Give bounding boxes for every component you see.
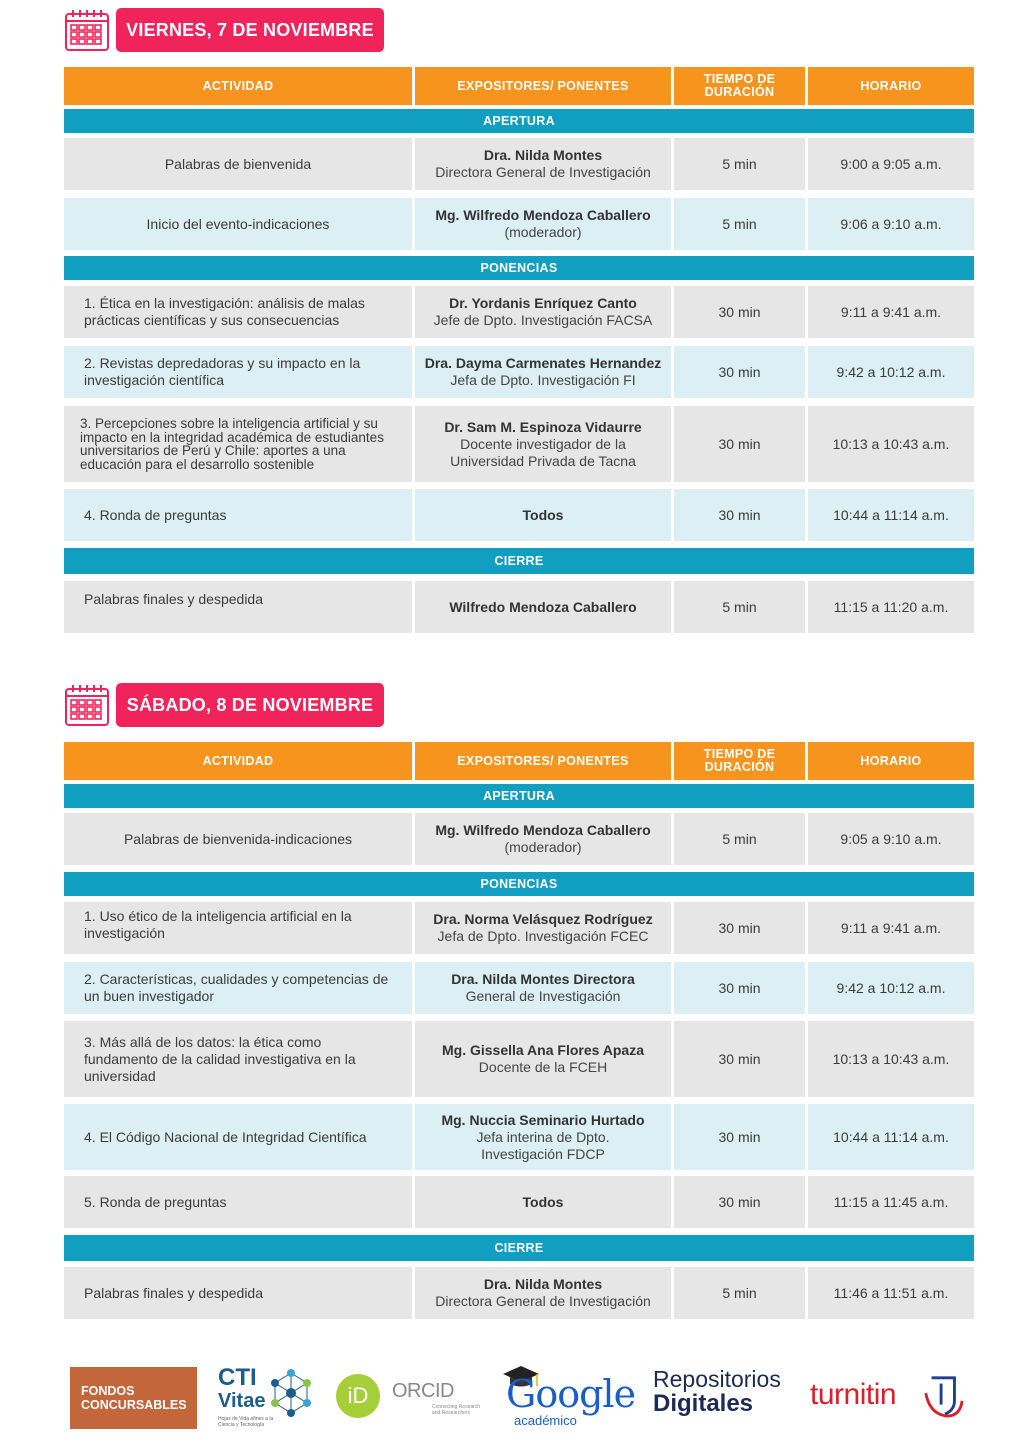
speaker-name: Dra. Norma Velásquez Rodríguez [433, 911, 653, 927]
academico-text: académico [514, 1413, 577, 1428]
speaker: Todos [415, 489, 671, 541]
speaker-role-2: Universidad Privada de Tacna [450, 452, 636, 469]
speaker-role: (moderador) [504, 224, 582, 240]
speaker-role-2: Investigación FDCP [481, 1145, 605, 1162]
logo-cti-vitae [217, 1364, 313, 1432]
speaker [415, 198, 671, 250]
speaker-name: Mg. Nuccia Seminario Hurtado [441, 1111, 645, 1128]
speaker-role: Docente de la FCEH [478, 1059, 608, 1075]
activity: Palabras finales y despedida [64, 1267, 412, 1319]
schedule: 9:11 a 9:41 a.m. [808, 902, 974, 954]
speaker [415, 962, 671, 1014]
speaker-name: Dr. Sam M. Espinoza Vidaurre [444, 418, 642, 435]
table-row [64, 489, 974, 541]
schedule: 9:05 a 9:10 a.m. [808, 813, 974, 865]
table-row [64, 962, 974, 1014]
speaker-role: Jefa interina de Dpto. [476, 1128, 610, 1145]
speaker: Wilfredo Mendoza Caballero [415, 581, 671, 633]
section-cierre: CIERRE [64, 548, 974, 574]
duration: 30 min [674, 1176, 805, 1228]
schedule: 10:44 a 11:14 a.m. [808, 1104, 974, 1170]
speaker-name: Dr. Yordanis Enríquez Canto [449, 295, 637, 311]
speaker-name: Dra. Nilda Montes Directora [451, 971, 635, 987]
table-row [64, 138, 974, 190]
day-title: VIERNES, 7 DE NOVIEMBRE [116, 8, 384, 52]
day-title: SÁBADO, 8 DE NOVIEMBRE [116, 683, 384, 727]
calendar-icon [64, 8, 110, 52]
speaker [415, 286, 671, 338]
speaker-name: Mg. Wilfredo Mendoza Caballero [435, 822, 651, 838]
speaker [415, 1104, 671, 1170]
col-expositores: EXPOSITORES/ PONENTES [415, 67, 671, 105]
repositorios-text: Repositorios [653, 1366, 781, 1392]
activity: 5. Ronda de preguntas [64, 1176, 412, 1228]
activity: 2. Revistas depredadoras y su impacto en la investigación científica [64, 346, 412, 398]
activity: Inicio del evento-indicaciones [64, 198, 412, 250]
col-actividad: ACTIVIDAD [64, 742, 412, 780]
section-apertura: APERTURA [64, 784, 974, 808]
col-expositores: EXPOSITORES/ PONENTES [415, 742, 671, 780]
activity: 2. Características, cualidades y competencias de un buen investigador [64, 962, 412, 1014]
col-tiempo-l1: TIEMPO DE [703, 747, 776, 761]
speaker [415, 406, 671, 482]
speaker [415, 813, 671, 865]
table-row [64, 286, 974, 338]
col-tiempo [674, 742, 805, 780]
speaker [415, 1267, 671, 1319]
col-horario: HORARIO [808, 742, 974, 780]
duration: 30 min [674, 962, 805, 1014]
network-icon [271, 1368, 311, 1420]
duration: 5 min [674, 813, 805, 865]
speaker-name: Dra. Dayma Carmenates Hernandez [424, 355, 662, 371]
orcid-text: ORCID [392, 1380, 454, 1402]
duration: 5 min [674, 138, 805, 190]
activity: 4. Ronda de preguntas [64, 489, 412, 541]
duration: 30 min [674, 1021, 805, 1097]
logo-turnitin [810, 1372, 966, 1428]
cti-text: CTI [218, 1364, 257, 1391]
turnitin-mark-icon [922, 1372, 964, 1420]
table-row [64, 1176, 974, 1228]
calendar-icon [64, 683, 110, 727]
speaker [415, 346, 671, 398]
section-ponencias: PONENCIAS [64, 872, 974, 896]
schedule: 11:15 a 11:45 a.m. [808, 1176, 974, 1228]
turnitin-text: turnitin [810, 1378, 897, 1411]
activity: Palabras de bienvenida [64, 138, 412, 190]
table-row [64, 581, 974, 633]
speaker-role: Directora General de Investigación [435, 1293, 651, 1309]
speaker [415, 138, 671, 190]
activity: 3. Más allá de los datos: la ética como fundamento de la calidad investigativa en la universidad [64, 1021, 412, 1097]
speaker-role: Docente investigador de la [460, 435, 626, 452]
speaker-name: Dra. Nilda Montes [483, 147, 603, 163]
speaker-role: Jefa de Dpto. Investigación FCEC [437, 928, 649, 944]
col-horario: HORARIO [808, 67, 974, 105]
duration: 30 min [674, 286, 805, 338]
duration: 30 min [674, 489, 805, 541]
schedule: 9:42 a 10:12 a.m. [808, 962, 974, 1014]
google-text: Google [506, 1372, 636, 1416]
activity: Palabras de bienvenida-indicaciones [64, 813, 412, 865]
schedule: 10:44 a 11:14 a.m. [808, 489, 974, 541]
speaker [415, 1021, 671, 1097]
col-tiempo-l1: TIEMPO DE [703, 72, 776, 86]
table-header [64, 67, 974, 105]
col-actividad: ACTIVIDAD [64, 67, 412, 105]
speaker-role: General de Investigación [465, 988, 621, 1004]
activity: 1. Uso ético de la inteligencia artificial en la investigación [64, 902, 412, 954]
schedule: 9:00 a 9:05 a.m. [808, 138, 974, 190]
section-apertura: APERTURA [64, 109, 974, 133]
section-cierre: CIERRE [64, 1235, 974, 1261]
speaker [415, 902, 671, 954]
speaker-role: Jefa de Dpto. Investigación FI [450, 372, 636, 388]
logo-orcid [336, 1370, 486, 1426]
schedule: 9:06 a 9:10 a.m. [808, 198, 974, 250]
speaker-name: Dra. Nilda Montes [483, 1276, 603, 1292]
speaker-name: Mg. Gissella Ana Flores Apaza [441, 1042, 645, 1058]
orcid-tagline: Connecting Research and Researchers [432, 1404, 481, 1416]
activity: 3. Percepciones sobre la inteligencia artificial y su impacto en la integridad académica de estudiantes universitarios de Perú y Chile: aportes a una educación para el desarrollo sostenible [64, 406, 412, 482]
table-row [64, 1021, 974, 1097]
vitae-text: Vitae [218, 1390, 266, 1412]
duration: 5 min [674, 581, 805, 633]
table-row [64, 346, 974, 398]
section-ponencias: PONENCIAS [64, 256, 974, 280]
table-row [64, 813, 974, 865]
duration: 30 min [674, 902, 805, 954]
schedule: 10:13 a 10:43 a.m. [808, 1021, 974, 1097]
orcid-id-icon: iD [336, 1374, 380, 1418]
speaker: Todos [415, 1176, 671, 1228]
logo-google-academico [498, 1362, 638, 1434]
cti-tagline: Hojas de Vida afines a la Ciencia y Tecnología [218, 1416, 274, 1428]
activity: 1. Ética en la investigación: análisis de malas prácticas científicas y sus consecuencias [64, 286, 412, 338]
activity: Palabras finales y despedida [64, 581, 412, 633]
table-row [64, 1267, 974, 1319]
duration: 30 min [674, 406, 805, 482]
duration: 30 min [674, 346, 805, 398]
table-row [64, 198, 974, 250]
activity: 4. El Código Nacional de Integridad Científica [64, 1104, 412, 1170]
duration: 30 min [674, 1104, 805, 1170]
speaker-role: (moderador) [504, 839, 582, 855]
schedule: 11:15 a 11:20 a.m. [808, 581, 974, 633]
table-header [64, 742, 974, 780]
speaker-name: Mg. Wilfredo Mendoza Caballero [435, 207, 651, 223]
schedule: 9:42 a 10:12 a.m. [808, 346, 974, 398]
schedule: 10:13 a 10:43 a.m. [808, 406, 974, 482]
table-row [64, 902, 974, 954]
fondos-line1: FONDOS [81, 1384, 135, 1398]
schedule: 11:46 a 11:51 a.m. [808, 1267, 974, 1319]
speaker-role: Jefe de Dpto. Investigación FACSA [433, 312, 653, 328]
col-tiempo [674, 67, 805, 105]
logo-repositorios-digitales [653, 1366, 793, 1426]
col-tiempo-l2: DURACIÓN [704, 85, 775, 99]
table-row [64, 406, 974, 482]
digitales-text: Digitales [653, 1390, 754, 1417]
duration: 5 min [674, 198, 805, 250]
col-tiempo-l2: DURACIÓN [704, 760, 775, 774]
duration: 5 min [674, 1267, 805, 1319]
table-row [64, 1104, 974, 1170]
speaker-role: Directora General de Investigación [435, 164, 651, 180]
fondos-line2: CONCURSABLES [81, 1398, 187, 1412]
sponsor-logos [0, 1360, 1024, 1440]
schedule: 9:11 a 9:41 a.m. [808, 286, 974, 338]
logo-fondos-concursables [70, 1367, 197, 1429]
